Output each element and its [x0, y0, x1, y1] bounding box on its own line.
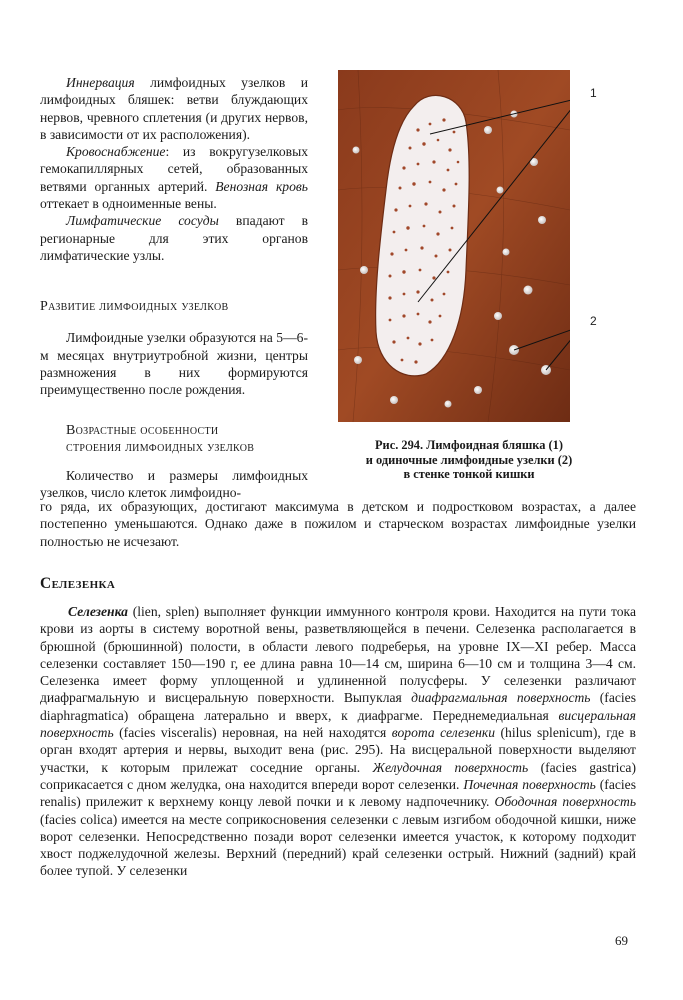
callout-label-1: 1 — [590, 86, 597, 100]
spleen-section — [40, 603, 636, 880]
left-column — [40, 74, 308, 264]
age-heading-line2: строения лимфоидных узелков — [66, 440, 255, 456]
age-section — [40, 422, 308, 501]
age-heading-line1: Возрастные особенности — [66, 423, 219, 438]
development-section — [40, 298, 308, 398]
blood-supply-paragraph: Кровоснабжение: из вокругузелковых гемокапиллярных сетей, образованных ветвями органных артерий. Венозная кровь оттекает в одноименные вены. — [40, 144, 308, 212]
intestine-wall-illustration — [338, 70, 570, 422]
lymphatics-paragraph: Лимфатические сосуды впадают в регионарные для этих органов лимфатические узлы. — [40, 213, 308, 263]
development-heading: Развитие лимфоидных узелков — [40, 299, 229, 314]
age-paragraph-start: Количество и размеры лимфоидных узелков, число клеток лимфоидно- — [40, 467, 308, 500]
figure-caption: Рис. 294. Лимфоидная бляшка (1) и одиночные лимфоидные узелки (2) в стенке тонкой кишки — [365, 438, 573, 482]
spleen-paragraph: Селезенка (lien, splen) выполняет функции иммунного контроля крови. Находится на пути тока крови из аорты в систему воротной вены, разветвляющейся в печени. Селезенка располагается в брюшной (брюшинной) полости, в области левого подреберья, на уровне IX—XI ребер. Масса селезенки составляет 150—190 г, ее длина равна 10—14 см, ширина 6—10 см и толщина 3—4 см. Селезенка имеет форму уплощенной и удлиненной полусферы. У селезенки различают диафрагмальную и висцеральную поверхности. Выпуклая диафрагмальная поверхность (facies diaphragmatica) обращена латерально и вверх, к диафрагме. Переднемедиальная висцеральная поверхность (facies visceralis) неровная, на ней находятся ворота селезенки (hilus splenicum), где в орган входят артерия и нервы, выходит вена (рис. 295). На висцеральной поверхности выделяют участки, к которым прилежат соседние органы. Желудочная поверхность (facies gastrica) соприкасается с дном желудка, она находится впереди ворот селезенки. Почечная поверхность (facies renalis) прилежит к верхнему концу левой почки и к левому надпочечнику. Ободочная поверхность (facies colica) имеется на месте соприкосновения селезенки с левым изгибом ободочной кишки, ниже ворот селезенки. Непосредственно позади ворот селезенки имеется участок, к которому подходит хвост поджелудочной железы. Верхний (передний) край селезенки острый. Нижний (задний) край более тупой. У селезенки — [40, 604, 637, 879]
age-paragraph-continued: го ряда, их образующих, достигают максимума в детском и подростковом возрастах, а далее постепенно уменьшаются. Однако даже в пожилом и старческом возрастах лимфоидные узелки полностью не исчезают. — [40, 499, 636, 549]
callout-label-2: 2 — [590, 314, 597, 328]
lymphoid-plaque-figure — [338, 70, 597, 422]
page-number: 69 — [615, 933, 628, 948]
development-paragraph: Лимфоидные узелки образуются на 5—6-м месяцах внутриутробной жизни, центры размножения в них формируются преимущественно после рождения. — [40, 330, 308, 398]
spleen-heading: Селезенка — [40, 575, 116, 592]
innervation-paragraph: Иннервация лимфоидных узелков и лимфоидных бляшек: ветви блуждающих нервов, чревного сплетения (и других нервов, в зависимости от их расположения). — [40, 75, 308, 142]
